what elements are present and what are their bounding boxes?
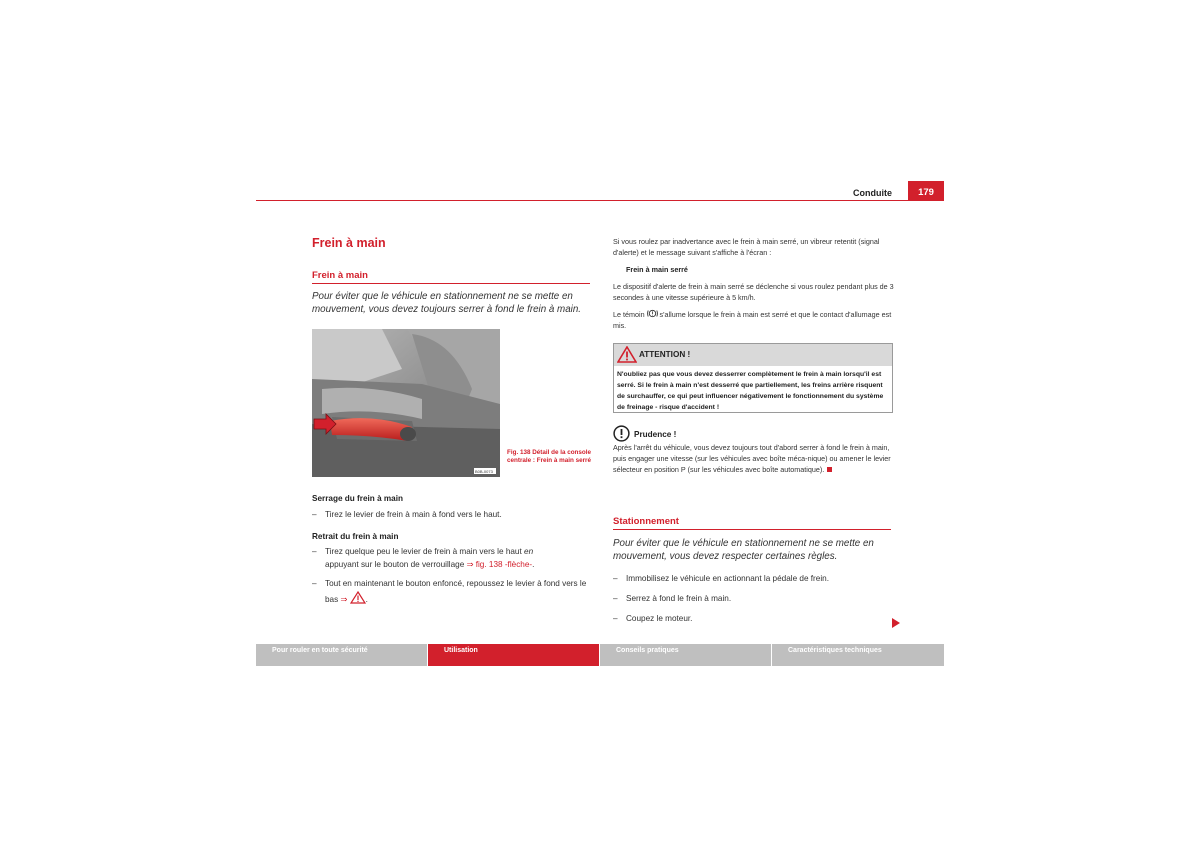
serrage-step: Tirez le levier de frein à main à fond vers le haut. (325, 510, 502, 519)
figure-reference-link[interactable]: ⇒ fig. 138 -flèche- (466, 559, 533, 569)
display-message: Frein à main serré (626, 265, 688, 274)
handbrake-illustration (312, 329, 500, 477)
end-marker (827, 467, 832, 472)
prudence-title: Prudence ! (634, 430, 677, 439)
figure-caption: Fig. 138 Détail de la console centrale : Frein à main serré (507, 449, 591, 464)
warning-triangle-icon (617, 346, 637, 363)
attention-text: N'oubliez pas que vous devez desserrer complètement le frein à main lorsqu'il est serré. Si le frein à main n'est desserré que partiellement, les freins arrière risquent de surchauffer, ce qui peut influencer négativement le fonctionnement du système de freinage - risque d'accident ! (617, 371, 884, 411)
list-item: – Serrez à fond le frein à main. (613, 593, 895, 606)
page-number: 179 (908, 181, 944, 201)
section-title: Conduite (853, 188, 892, 198)
indicator-text-b: s'allume lorsque le frein à main est serré et que le contact d'allumage est mis. (613, 310, 892, 330)
stationnement-step-2: Serrez à fond le frein à main. (626, 594, 732, 603)
retrait-step-1b: appuyant sur le bouton de verrouillage (325, 559, 467, 569)
attention-title: ATTENTION ! (639, 350, 691, 359)
paragraph-alert: Si vous roulez par inadvertance avec le frein à main serré, un vibreur retentit (signal d'alerte) et le message suivant s'affiche à l'écran : (613, 237, 880, 257)
handbrake-photo (312, 329, 500, 477)
header-rule (256, 200, 944, 201)
paragraph-indicator (613, 309, 895, 332)
indicator-text-a: Le témoin (613, 310, 647, 319)
section-heading-stationnement: Stationnement (613, 516, 679, 527)
attention-header (614, 344, 892, 366)
page-title: Frein à main (312, 236, 386, 250)
photo-code: B0B-0073 (475, 469, 493, 474)
intro-paragraph: Pour éviter que le véhicule en stationnement ne se mette en mouvement, vous devez toujours serrer à fond le frein à main. (312, 291, 582, 315)
prudence-body: Après l'arrêt du véhicule, vous devez toujours tout d'abord serrer à fond le frein à main, puis engager une vitesse (sur les véhicules avec boîte méca-nique) ou amener le levier sélecteur en position P (sur les véhicules avec boîte automatique). (613, 443, 891, 474)
heading-rule (613, 529, 891, 530)
prudence-text (613, 443, 895, 475)
stationnement-step-3: Coupez le moteur. (626, 614, 693, 623)
retrait-step-1-end: . (532, 559, 535, 569)
section-heading-frein: Frein à main (312, 270, 368, 281)
list-item: – Coupez le moteur. (613, 613, 895, 626)
retrait-heading: Retrait du frein à main (312, 532, 399, 541)
warning-triangle-icon (350, 591, 366, 604)
serrage-heading: Serrage du frein à main (312, 494, 404, 503)
list-item: – Tout en maintenant le bouton enfoncé, repoussez le levier à fond vers le bas ⇒ . (312, 579, 587, 604)
next-page-arrow-icon[interactable] (892, 615, 900, 633)
warning-reference-arrow[interactable]: ⇒ (340, 594, 348, 604)
brake-warning-icon (647, 309, 658, 318)
list-item: – Tirez quelque peu le levier de frein à main vers le haut en appuyant sur le bouton de verrouillage ⇒ fig. 138 -flèche-. (312, 547, 535, 569)
retrait-step-2-end: . (365, 594, 368, 604)
attention-box (613, 343, 893, 413)
tab-caracteristiques[interactable]: Caractéristiques techniques (772, 644, 944, 666)
stationnement-intro: Pour éviter que le véhicule en stationnement ne se mette en mouvement, vous devez respecter certaines règles. (613, 538, 874, 562)
list-item: – Immobilisez le véhicule en actionnant la pédale de frein. (613, 573, 895, 586)
tab-securite[interactable]: Pour rouler en toute sécurité (256, 644, 427, 666)
retrait-step-1a: Tirez quelque peu le levier de frein à main vers le haut (325, 547, 525, 556)
stationnement-step-1: Immobilisez le véhicule en actionnant la pédale de frein. (626, 574, 829, 583)
heading-rule (312, 283, 590, 284)
tab-utilisation[interactable]: Utilisation (428, 644, 599, 666)
retrait-step-1-en: en (524, 547, 534, 556)
list-item: – Tirez le levier de frein à main à fond vers le haut. (312, 509, 592, 522)
retrait-step-2: Tout en maintenant le bouton enfoncé, repoussez le levier à fond vers le bas (325, 579, 587, 604)
paragraph-trigger: Le dispositif d'alerte de frein à main serré se déclenche si vous roulez pendant plus de 3 secondes à une vitesse supérieure à 5 km/h. (613, 282, 894, 302)
tab-conseils[interactable]: Conseils pratiques (600, 644, 771, 666)
